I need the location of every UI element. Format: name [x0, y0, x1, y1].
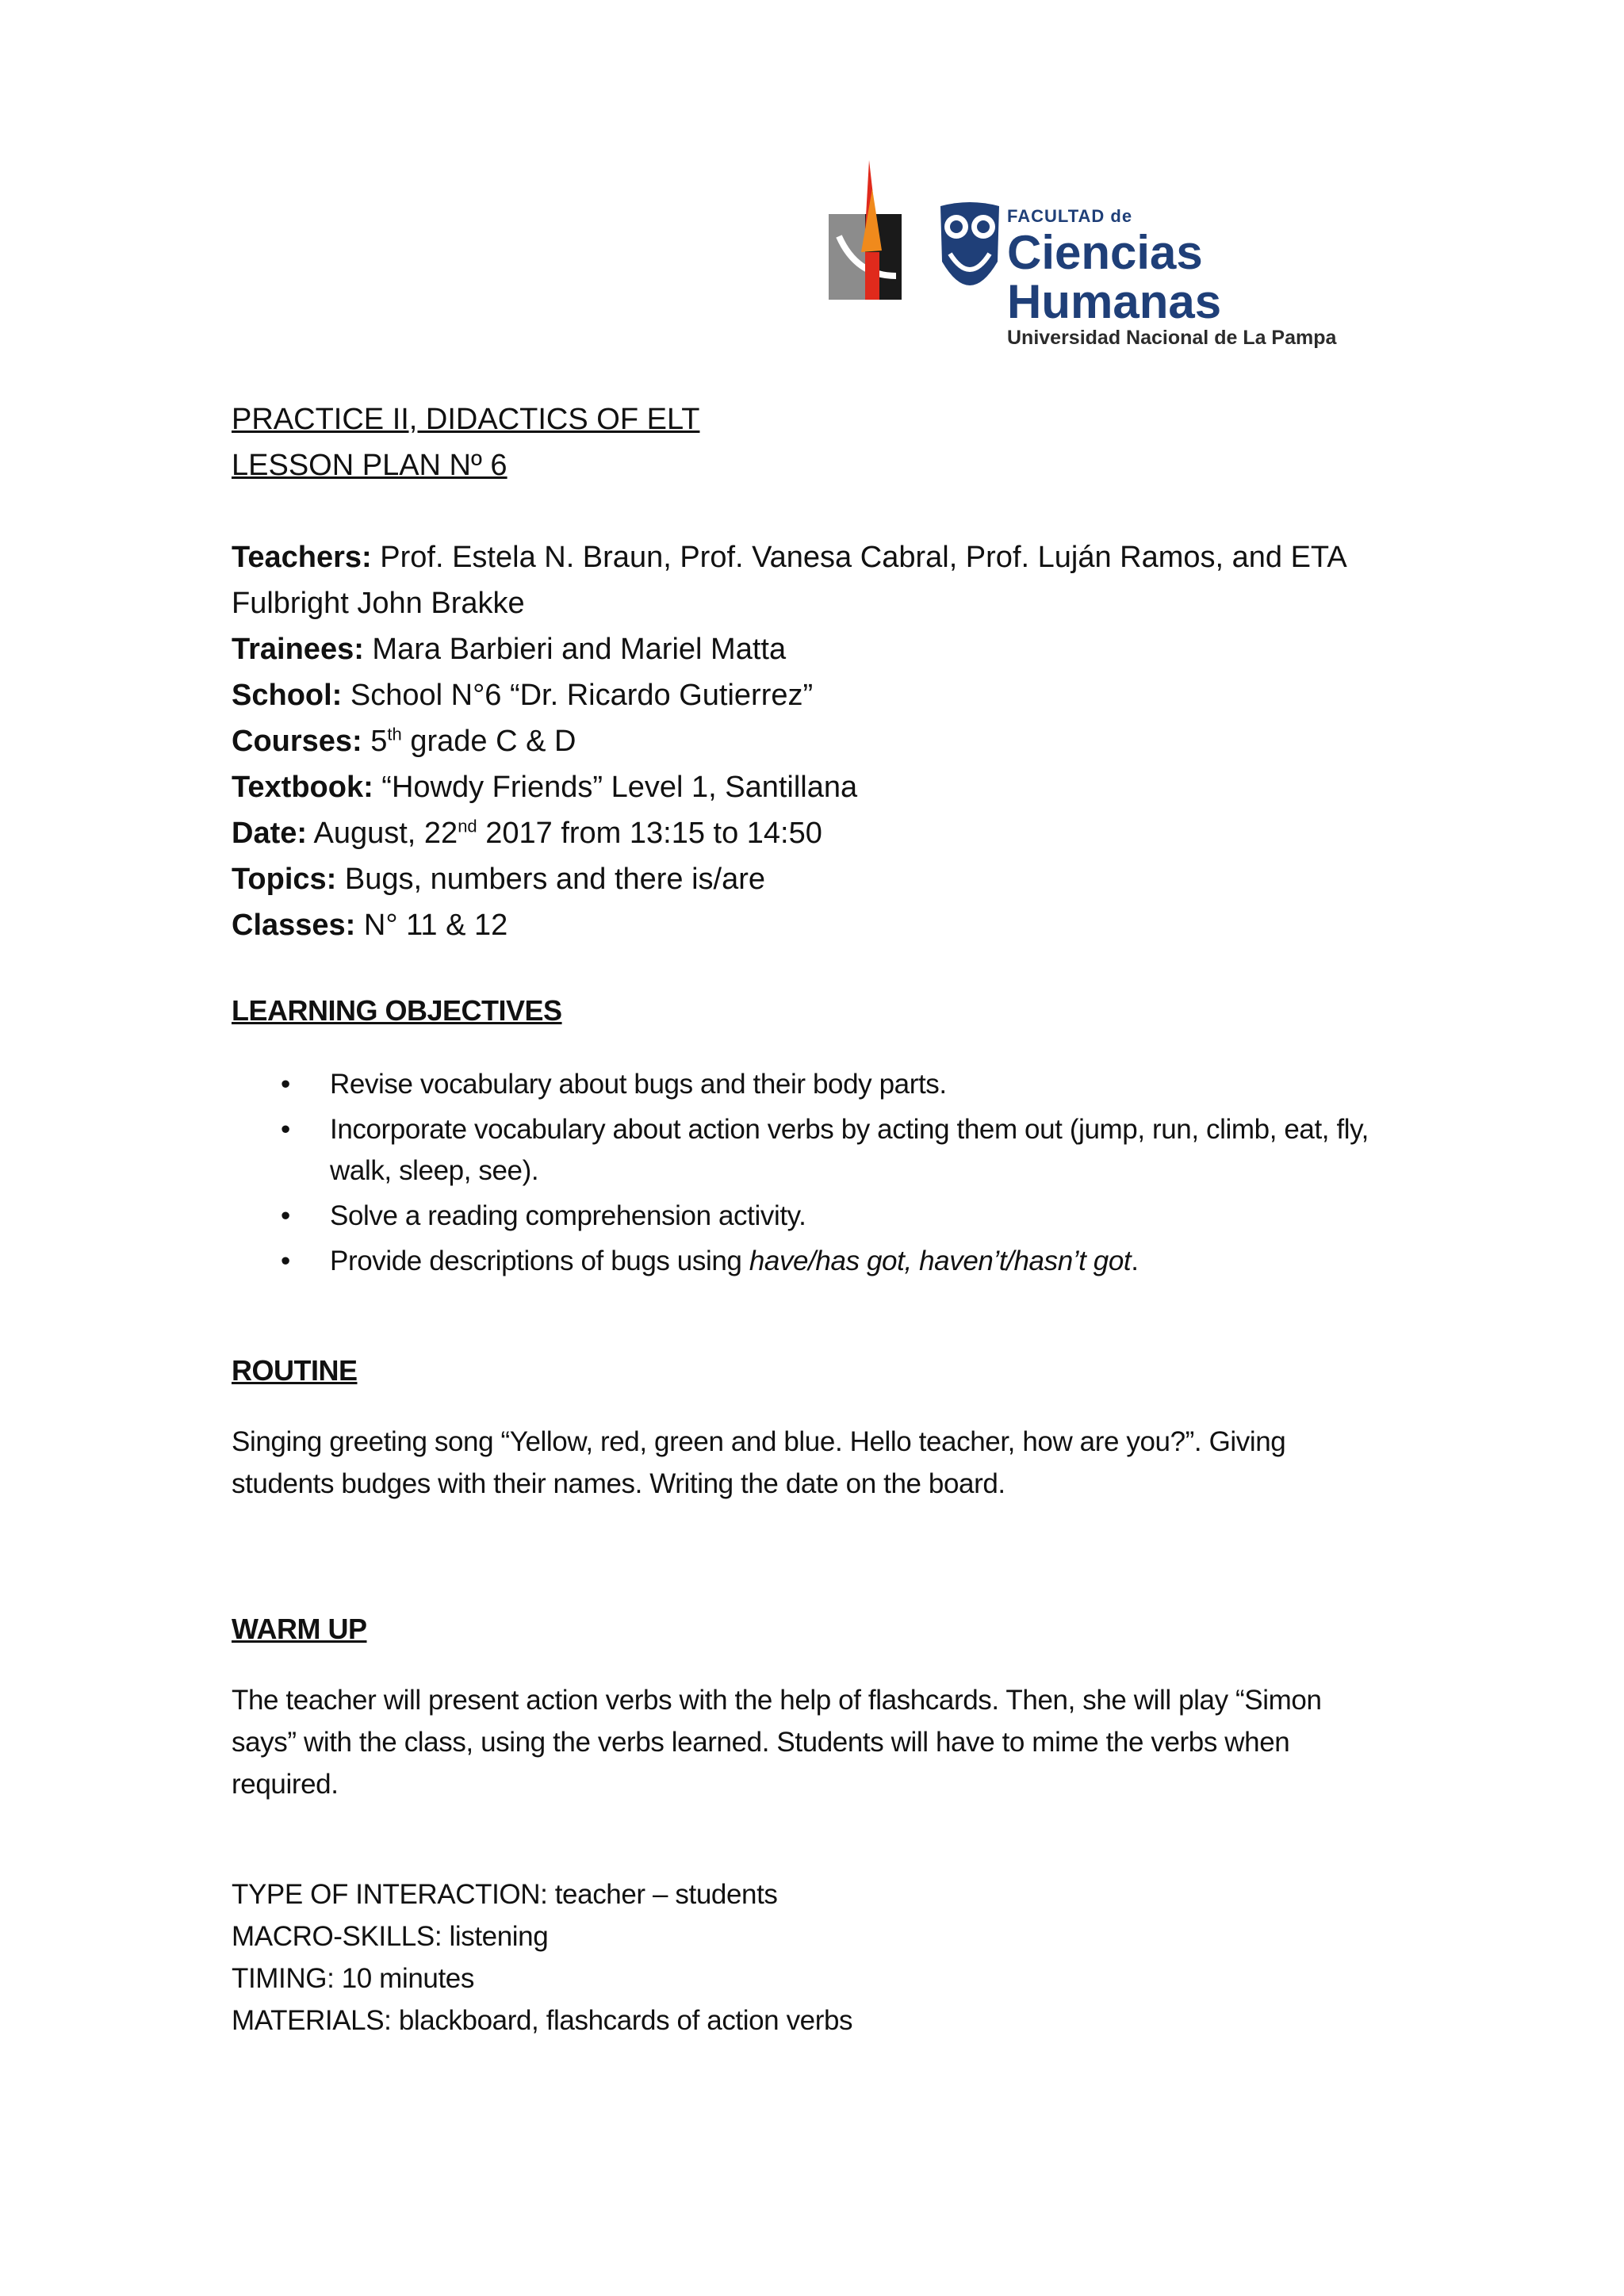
interaction-line: TYPE OF INTERACTION: teacher – students [232, 1879, 778, 1910]
logo-ciencias-humanas: Ciencias Humanas [1007, 226, 1222, 328]
courses-value-end: grade C & D [401, 725, 576, 758]
objective-item: • Solve a reading comprehension activity. [232, 1196, 1421, 1237]
courses-sup: th [387, 724, 402, 744]
date-value: August, 22 [307, 817, 458, 850]
school-value: School N°6 “Dr. Ricardo Gutierrez” [342, 679, 814, 712]
classes-line [232, 902, 1421, 948]
logo-university: Universidad Nacional de La Pampa [1007, 327, 1337, 349]
classes-label: Classes: [232, 909, 356, 942]
teachers-line [232, 534, 1421, 580]
topics-line [232, 856, 1421, 902]
date-line [232, 810, 1421, 856]
courses-value: 5 [362, 725, 388, 758]
warmup-text: The teacher will present action verbs with the help of flashcards. Then, she will play “Simon says” with the class, using the verbs learned. Students will have to mime the verbs when required. [232, 1685, 1322, 1800]
teachers-value: Prof. Estela N. Braun, Prof. Vanesa Cabral, Prof. Luján Ramos, and ETA [371, 541, 1347, 574]
objective-item: • Incorporate vocabulary about action verbs by acting them out (jump, run, climb, eat, fly, walk, sleep, see). [232, 1109, 1421, 1192]
routine-text: Singing greeting song “Yellow, red, green and blue. Hello teacher, how are you?”. Giving students budges with their names. Writing the date on the board. [232, 1426, 1286, 1499]
bullet-icon: • [281, 1246, 290, 1276]
warmup-heading: WARM UP [232, 1613, 367, 1645]
date-value-end: 2017 from 13:15 to 14:50 [477, 817, 822, 850]
trainees-value: Mara Barbieri and Mariel Matta [363, 633, 787, 666]
materials-line: MATERIALS: blackboard, flashcards of action verbs [232, 2005, 853, 2036]
textbook-line [232, 764, 1421, 810]
classes-value: N° 11 & 12 [355, 909, 508, 942]
objective-item: • Revise vocabulary about bugs and their body parts. [232, 1064, 1421, 1105]
routine-heading: ROUTINE [232, 1354, 358, 1387]
courses-label: Courses: [232, 725, 362, 758]
logo-text [1007, 206, 1380, 350]
textbook-value: “Howdy Friends” Level 1, Santillana [373, 771, 858, 804]
date-sup: nd [458, 816, 477, 836]
textbook-label: Textbook: [232, 771, 373, 804]
objectives-list [232, 1064, 1421, 1282]
logo-facultad: FACULTAD de [1007, 206, 1133, 226]
courses-line [232, 718, 1421, 764]
lesson-plan-heading: LESSON PLAN Nº 6 [232, 449, 508, 482]
objectives-heading: LEARNING OBJECTIVES [232, 994, 562, 1027]
objective-item: • Provide descriptions of bugs using have/has got, haven’t/hasn’t got. [232, 1241, 1421, 1282]
course-heading: PRACTICE II, DIDACTICS OF ELT [232, 403, 700, 436]
topics-value: Bugs, numbers and there is/are [336, 863, 766, 896]
macro-skills-line: MACRO-SKILLS: listening [232, 1921, 549, 1952]
school-label: School: [232, 679, 343, 712]
timing-line: TIMING: 10 minutes [232, 1963, 474, 1994]
bullet-icon: • [281, 1114, 290, 1145]
school-line [232, 672, 1421, 718]
faculty-logo [825, 157, 1380, 349]
owl-icon [934, 198, 1005, 309]
teachers-continuation: Fulbright John Brakke [232, 587, 525, 620]
bullet-icon: • [281, 1200, 290, 1231]
trainees-label: Trainees: [232, 633, 364, 666]
bullet-icon: • [281, 1069, 290, 1100]
trainees-line [232, 626, 1421, 672]
teachers-label: Teachers: [232, 541, 372, 574]
date-label: Date: [232, 817, 308, 850]
torch-emblem-icon [825, 157, 912, 316]
topics-label: Topics: [232, 863, 337, 896]
document-content [232, 396, 1421, 2042]
